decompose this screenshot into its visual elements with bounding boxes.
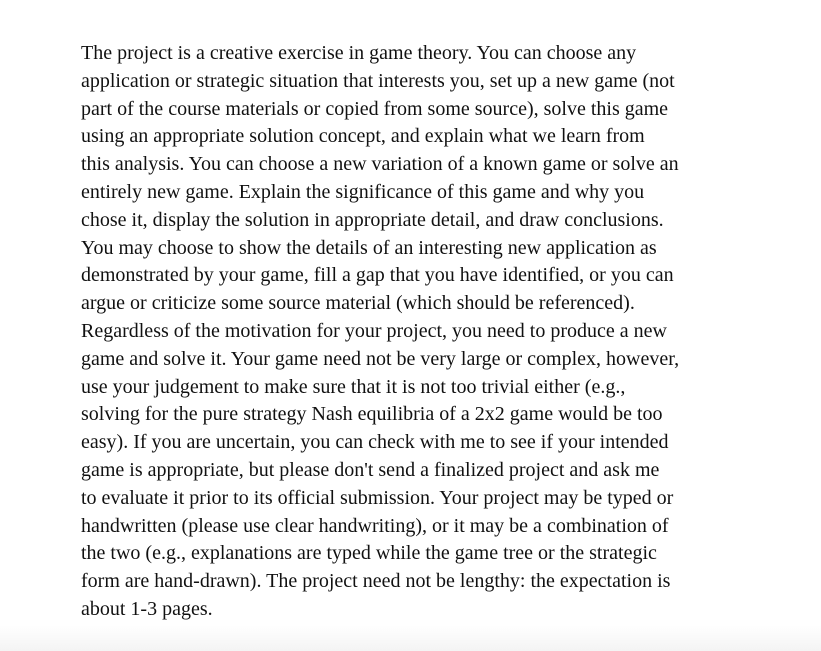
text-line: You may choose to show the details of an interesting new application as	[81, 236, 657, 259]
text-line: handwritten (please use clear handwriting), or it may be a combination of	[81, 514, 669, 537]
bottom-edge-shadow	[0, 625, 821, 651]
text-line: Regardless of the motivation for your project, you need to produce a new	[81, 319, 667, 342]
text-line: The project is a creative exercise in game theory. You can choose any	[81, 42, 637, 64]
text-line: about 1-3 pages.	[81, 597, 213, 620]
text-line: this analysis. You can choose a new variation of a known game or solve an	[81, 153, 679, 176]
text-line: chose it, display the solution in appropriate detail, and draw conclusions.	[81, 208, 664, 231]
text-line: the two (e.g., explanations are typed while the game tree or the strategic	[81, 542, 657, 565]
text-line: easy). If you are uncertain, you can check with me to see if your intended	[81, 431, 669, 454]
text-line: using an appropriate solution concept, and explain what we learn from	[81, 125, 645, 148]
text-line: argue or criticize some source material (which should be referenced).	[81, 292, 635, 315]
text-line: game and solve it. Your game need not be very large or complex, however,	[81, 347, 680, 370]
project-description-paragraph	[81, 40, 771, 624]
text-line: part of the course materials or copied from some source), solve this game	[81, 97, 669, 120]
text-line: application or strategic situation that interests you, set up a new game (not	[81, 69, 675, 92]
text-line: demonstrated by your game, fill a gap that you have identified, or you can	[81, 264, 674, 287]
text-line: form are hand-drawn). The project need not be lengthy: the expectation is	[81, 570, 671, 593]
text-line: game is appropriate, but please don't send a finalized project and ask me	[81, 458, 660, 481]
text-line: solving for the pure strategy Nash equilibria of a 2x2 game would be too	[81, 403, 663, 426]
text-line: use your judgement to make sure that it is not too trivial either (e.g.,	[81, 375, 626, 398]
text-line: to evaluate it prior to its official submission. Your project may be typed or	[81, 486, 674, 509]
text-line: entirely new game. Explain the significance of this game and why you	[81, 180, 645, 203]
